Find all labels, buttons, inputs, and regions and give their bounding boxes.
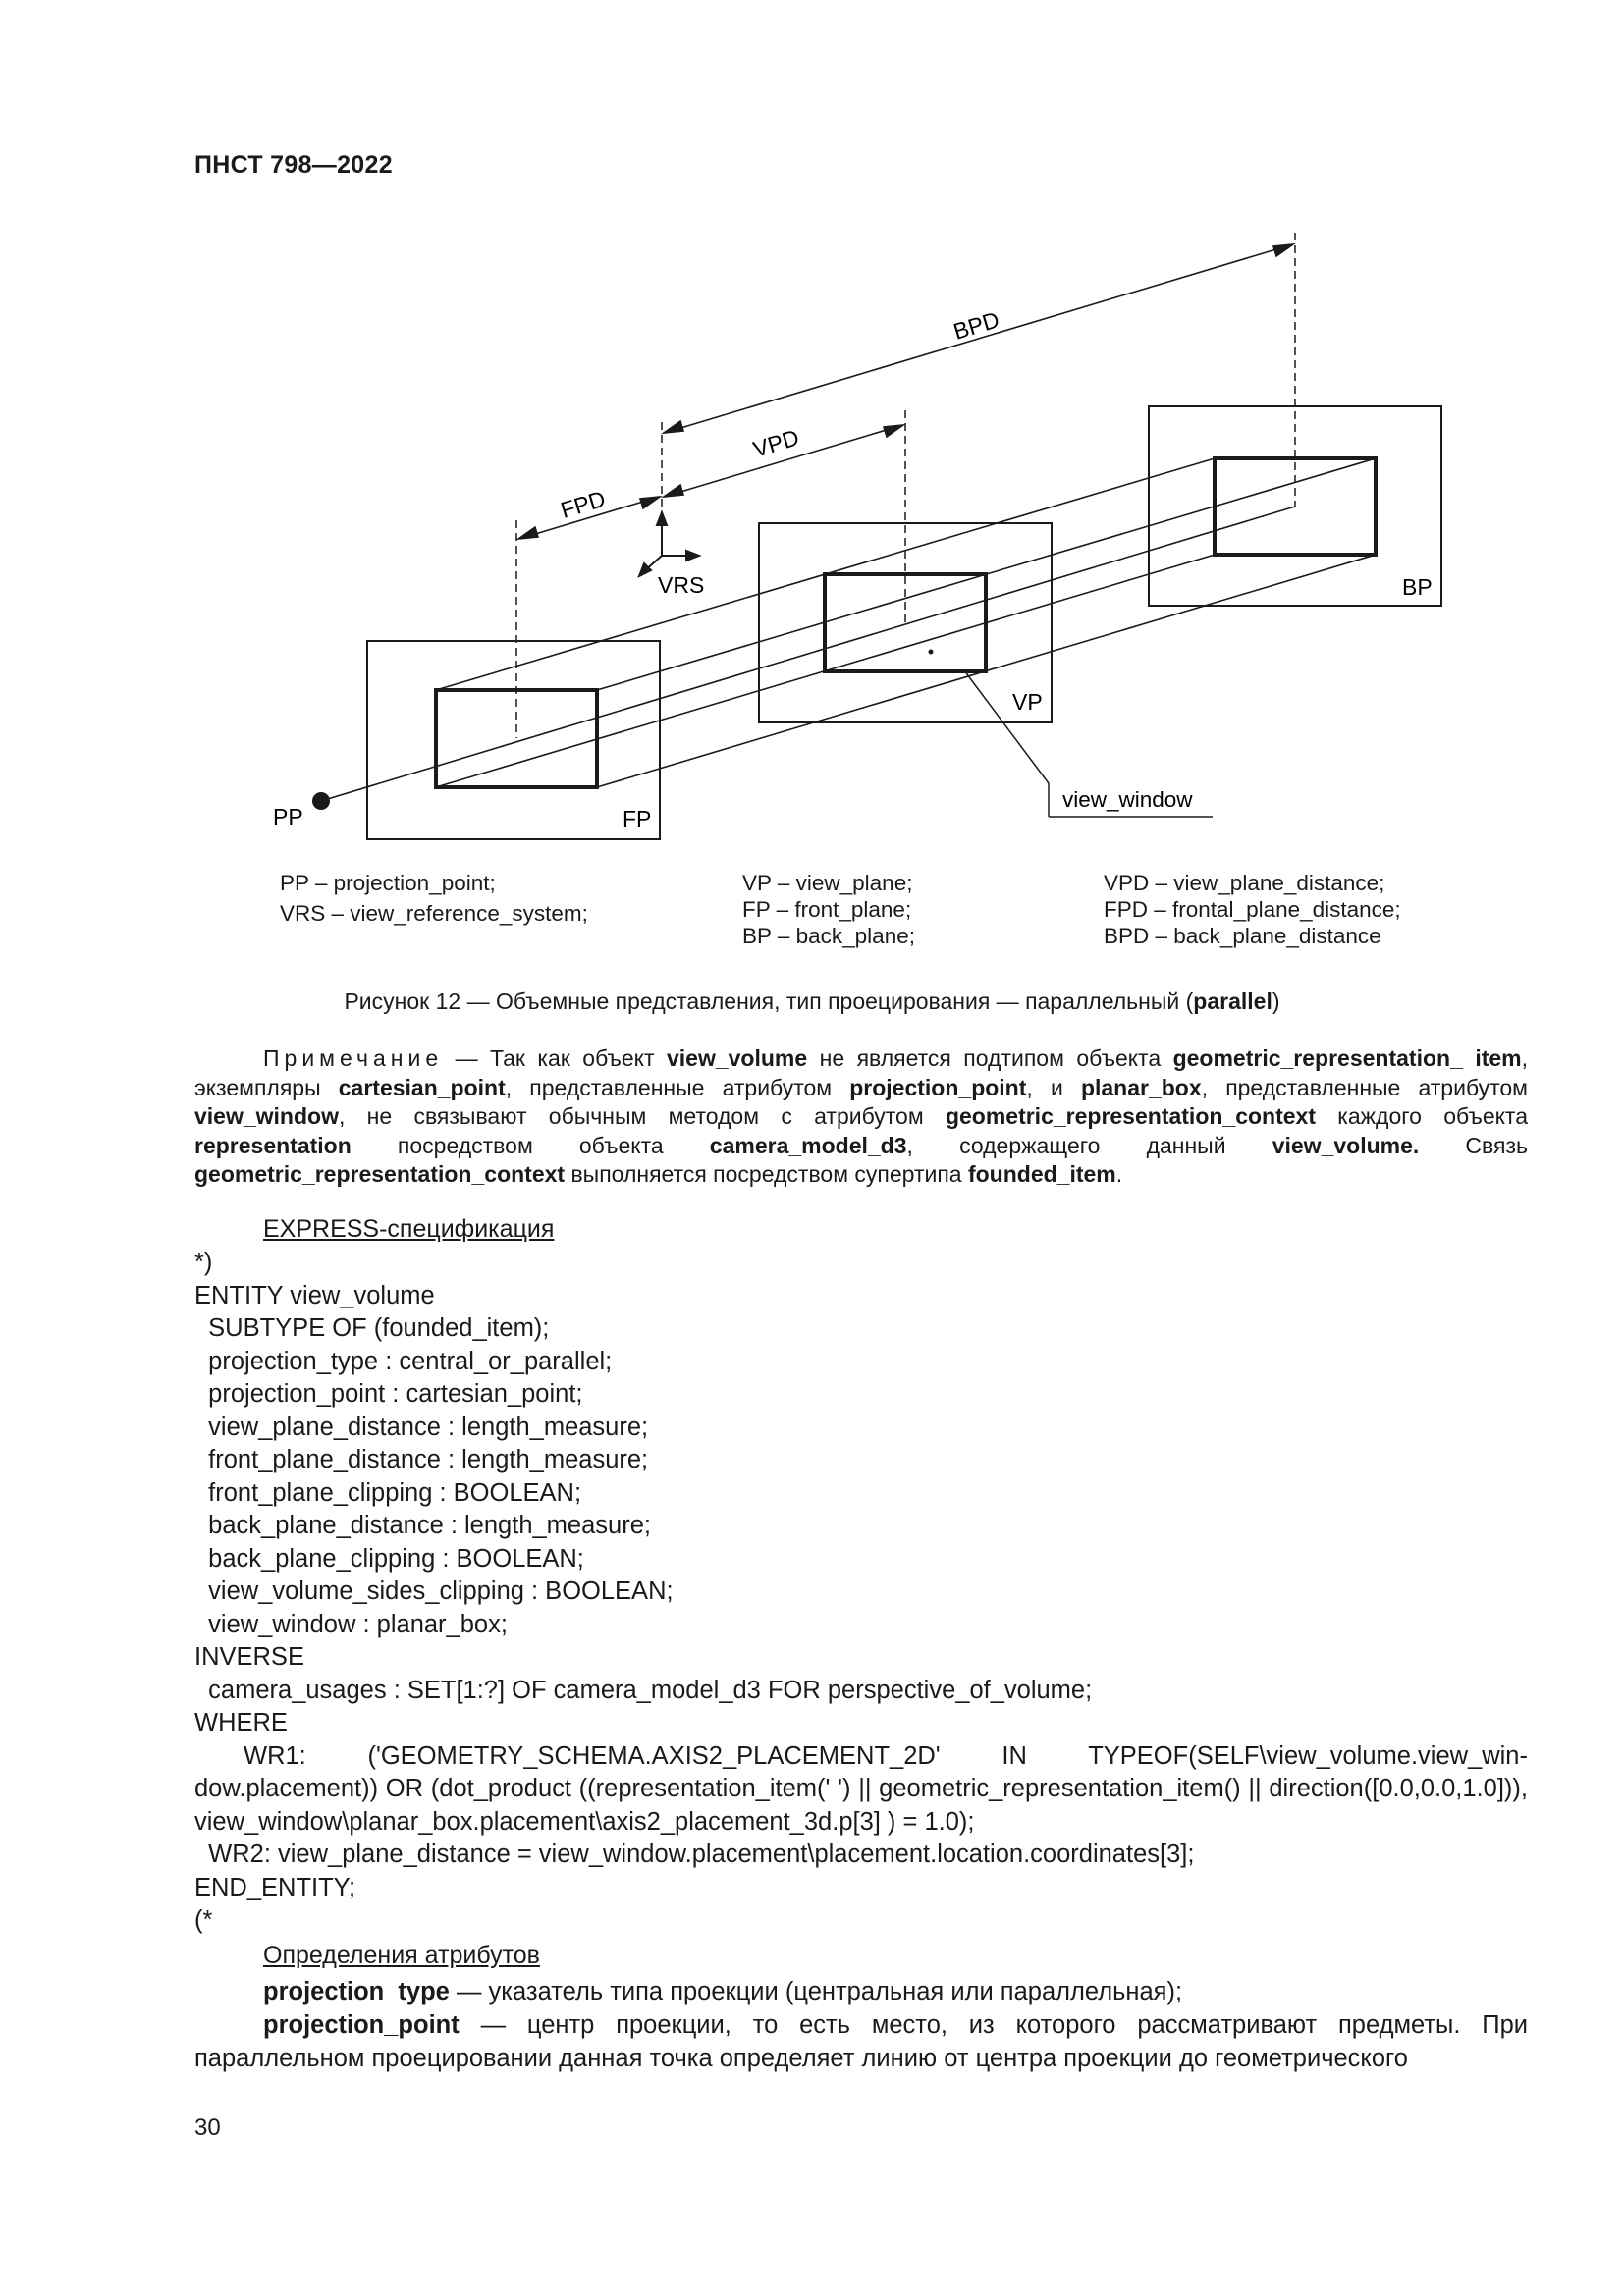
attribute-definitions — [194, 1975, 1528, 2075]
label-vrs: VRS — [658, 572, 705, 598]
label-fpd: FPD — [557, 485, 609, 523]
page-number: 30 — [194, 2114, 221, 2141]
code-line: camera_usages : SET[1:?] OF camera_model_d3 FOR perspective_of_volume; — [194, 1676, 1093, 1704]
note-paragraph: Примечание — Так как объект view_volume не является подтипом объекта geometric_representation_ item, экземпляры cartesian_point, представленные атрибутом projection_point, и planar_box, представленные атрибутом view_window, не связывают обычным методом с атрибутом geometric_representation_context каждого объекта representation посредством объекта camera_model_d3, содержащего данный view_volume. Связь geometric_representation_context выполняется посредством супертипа founded_item. — [194, 1045, 1529, 1187]
view-window — [825, 574, 986, 671]
express-section-title: EXPRESS-спецификация — [263, 1215, 555, 1243]
view-volume-figure — [0, 0, 1624, 982]
express-code-block — [194, 1247, 1528, 1938]
code-line: INVERSE — [194, 1643, 304, 1671]
legend-column-3 — [1104, 870, 1401, 949]
code-line: (* — [194, 1906, 213, 1934]
label-bpd: BPD — [949, 306, 1002, 345]
legend-item: BP – back_plane; — [742, 924, 915, 948]
code-line: *) — [194, 1249, 213, 1276]
legend-item: VPD – view_plane_distance; — [1104, 871, 1385, 895]
label-vp: VP — [1012, 689, 1043, 715]
label-view-window: view_window — [1062, 787, 1193, 812]
code-line: SUBTYPE OF (founded_item); — [194, 1314, 550, 1342]
legend-item: VP – view_plane; — [742, 871, 913, 895]
code-line: END_ENTITY; — [194, 1873, 356, 1901]
document-header: ПНСТ 798—2022 — [194, 151, 393, 179]
definition-projection-type: projection_type — указатель типа проекции (центральная или параллельная); — [263, 1978, 1183, 2005]
label-vpd: VPD — [749, 424, 802, 462]
code-line: WHERE — [194, 1709, 288, 1736]
code-line: view_window : planar_box; — [194, 1610, 508, 1638]
legend-item: FPD – frontal_plane_distance; — [1104, 897, 1401, 922]
label-bp: BP — [1402, 574, 1433, 600]
code-line: view_plane_distance : length_measure; — [194, 1413, 649, 1441]
code-line: back_plane_clipping : BOOLEAN; — [194, 1544, 584, 1573]
code-line: back_plane_distance : length_measure; — [194, 1512, 651, 1539]
legend-item: FP – front_plane; — [742, 897, 912, 922]
code-line: view_volume_sides_clipping : BOOLEAN; — [194, 1577, 674, 1605]
code-line: front_plane_clipping : BOOLEAN; — [194, 1478, 582, 1507]
figure-caption: Рисунок 12 — Объемные представления, тип проецирования — параллельный (parallel) — [344, 988, 1280, 1014]
legend-item: BPD – back_plane_distance — [1104, 924, 1381, 948]
legend-column-2 — [742, 870, 915, 949]
label-fp: FP — [623, 806, 652, 831]
legend-item: VRS – view_reference_system; — [280, 901, 588, 926]
legend-item: PP – projection_point; — [280, 871, 496, 895]
label-pp: PP — [273, 804, 303, 829]
front-plane-frame — [367, 641, 660, 839]
code-line: ENTITY view_volume — [194, 1281, 435, 1309]
note-lead: Примечание — [263, 1045, 444, 1071]
legend-column-1 — [280, 870, 588, 927]
projection-point-marker — [312, 792, 330, 810]
definitions-section-title: Определения атрибутов — [263, 1942, 540, 1969]
code-line: projection_type : central_or_parallel; — [194, 1347, 613, 1375]
code-line: front_plane_distance : length_measure; — [194, 1446, 649, 1473]
code-rule-wr1: WR1: ('GEOMETRY_SCHEMA.AXIS2_PLACEMENT_2D' IN TYPEOF(SELF\view_volume.view_window.placement)) OR (dot_product ((representation_item(' ') || geometric_representation_item() || direction([0.0,0.0,1.0])), view_window\planar_box.placement\axis2_placement_3d.p[3] ) = 1.0); — [194, 1741, 1528, 1836]
definition-projection-point: projection_point — центр проекции, то есть место, из которого рассматривают предметы. При параллельном проецировании данная точка определяет линию от центра проекции до геометрического — [194, 2011, 1528, 2072]
code-line: WR2: view_plane_distance = view_window.placement\placement.location.coordinates[3]; — [194, 1841, 1195, 1868]
code-line: projection_point : cartesian_point; — [194, 1380, 583, 1408]
